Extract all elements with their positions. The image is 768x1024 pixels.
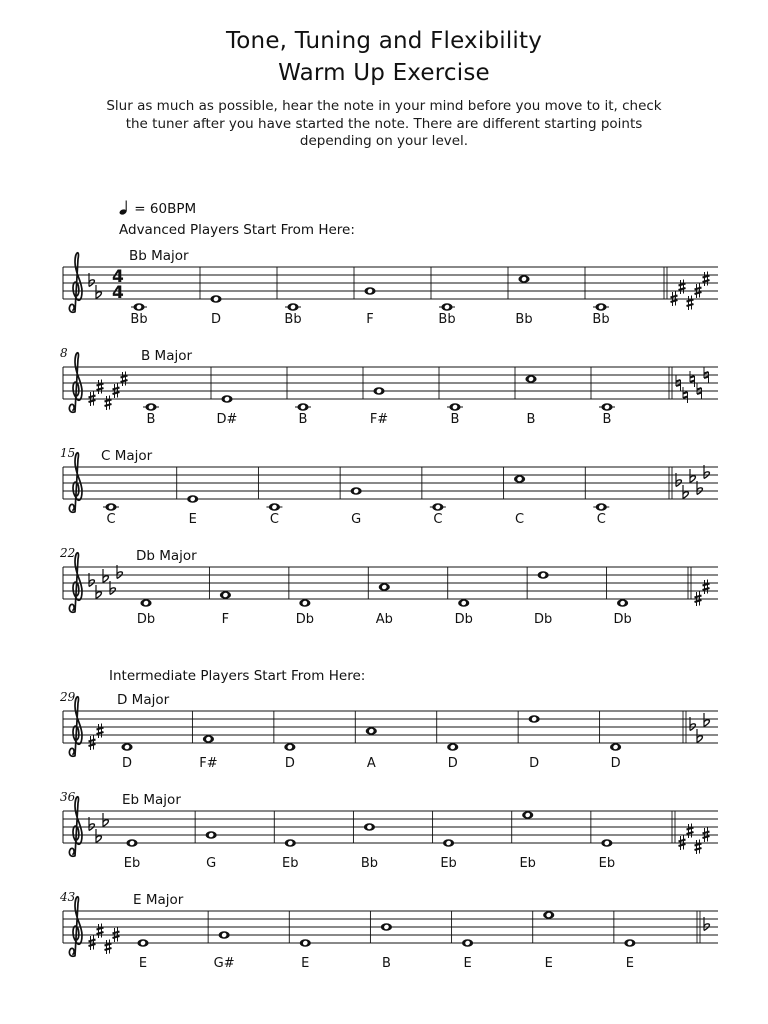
note-name-label: E: [188, 512, 197, 527]
whole-note: [361, 823, 378, 871]
note-name-label: D: [284, 756, 295, 771]
note-name-label: C: [269, 512, 279, 527]
whole-note: [366, 727, 377, 771]
note-name-label: D: [610, 756, 621, 771]
note-name-label: Eb: [440, 856, 457, 871]
whole-note: [599, 403, 615, 427]
treble-clef-icon: [69, 897, 82, 957]
svg-text:4: 4: [112, 267, 124, 287]
whole-note: [599, 839, 615, 871]
note-name-label: C: [106, 512, 116, 527]
whole-note: [624, 939, 635, 971]
note-name-label: G#: [213, 956, 235, 971]
measure-number: 43: [60, 890, 76, 904]
whole-note: [376, 583, 393, 627]
scale-name-label: Db Major: [136, 548, 197, 564]
courtesy-key-flat-icon: [690, 469, 695, 483]
staff-system: [60, 346, 718, 427]
note-name-label: Bb: [284, 312, 302, 327]
scale-name-label: Bb Major: [129, 248, 189, 264]
staff-system: [63, 248, 718, 327]
note-name-label: B: [450, 412, 460, 427]
staff-system: [59, 546, 718, 627]
whole-note: [370, 387, 388, 427]
treble-clef-icon: [69, 453, 82, 513]
note-name-label: Db: [295, 612, 314, 627]
whole-note: [430, 503, 446, 527]
whole-note: [351, 487, 362, 527]
tempo-text: = 60BPM: [134, 201, 197, 217]
staff-system: [60, 446, 718, 527]
note-name-label: C: [596, 512, 606, 527]
key-signature-sharp-icon: [97, 724, 104, 739]
note-name-label: G: [351, 512, 362, 527]
note-name-label: D#: [216, 412, 238, 427]
page-title-line-1: Tone, Tuning and Flexibility: [225, 28, 543, 54]
note-name-label: Eb: [519, 856, 536, 871]
key-signature-sharp-icon: [105, 940, 112, 955]
key-signature-flat-icon: [96, 829, 101, 843]
note-name-label: Ab: [375, 612, 393, 627]
whole-note: [462, 939, 473, 971]
note-name-label: C: [515, 512, 525, 527]
note-name-label: D: [529, 756, 540, 771]
whole-note: [103, 503, 119, 527]
note-name-label: Db: [454, 612, 473, 627]
whole-note: [214, 931, 235, 971]
note-name-label: E: [625, 956, 634, 971]
scale-name-label: C Major: [101, 448, 153, 464]
whole-note: [381, 923, 392, 971]
treble-clef-icon: [69, 353, 82, 413]
whole-note: [137, 939, 148, 971]
whole-note: [447, 743, 458, 771]
note-name-label: Bb: [515, 312, 533, 327]
whole-note: [284, 303, 301, 327]
svg-text:4: 4: [112, 283, 124, 303]
whole-note: [519, 811, 535, 871]
note-name-label: F#: [199, 756, 218, 771]
note-name-label: D: [210, 312, 222, 327]
key-signature-flat-icon: [103, 813, 108, 827]
whole-note: [266, 503, 282, 527]
whole-note: [296, 599, 314, 627]
whole-note: [187, 495, 198, 527]
courtesy-key-sharp-icon: [703, 272, 710, 287]
note-name-label: B: [602, 412, 612, 427]
note-name-label: B: [526, 412, 536, 427]
treble-clef-icon: [69, 697, 82, 757]
note-name-label: E: [463, 956, 472, 971]
staff-system: [60, 790, 718, 871]
note-name-label: Db: [136, 612, 156, 627]
whole-note: [610, 743, 621, 771]
time-signature: [112, 267, 124, 303]
note-name-label: Eb: [123, 856, 141, 871]
note-name-label: B: [146, 412, 156, 427]
note-name-label: D: [447, 756, 458, 771]
instructions-text: Slur as much as possible, hear the note in your mind before you move to it, check the tuner after you have started the note. There are different starting points depending on your level.: [106, 98, 662, 149]
key-signature-flat-icon: [96, 585, 101, 599]
note-name-label: Db: [613, 612, 632, 627]
note-name-label: Eb: [598, 856, 616, 871]
note-name-label: D: [121, 756, 133, 771]
whole-note: [143, 403, 159, 427]
whole-note: [440, 839, 456, 871]
courtesy-key-sharp-icon: [695, 840, 702, 855]
courtesy-key-sharp-icon: [703, 580, 710, 595]
key-signature-sharp-icon: [105, 396, 112, 411]
staff-system: [59, 690, 718, 771]
whole-note: [206, 831, 217, 871]
whole-note: [593, 503, 609, 527]
note-name-label: F: [221, 612, 230, 627]
whole-note: [543, 911, 554, 971]
note-name-label: Bb: [360, 856, 379, 871]
intermediate-level-label: Intermediate Players Start From Here:: [109, 668, 366, 684]
staff-system: [59, 890, 718, 971]
scale-name-label: E Major: [133, 892, 184, 908]
page-title-line-2: Warm Up Exercise: [278, 60, 490, 86]
scale-name-label: B Major: [141, 348, 193, 364]
scale-name-label: D Major: [117, 692, 170, 708]
whole-note: [592, 303, 609, 327]
treble-clef-icon: [69, 797, 82, 857]
whole-note: [284, 743, 295, 771]
key-signature-flat-icon: [96, 285, 101, 299]
whole-note: [137, 599, 155, 627]
whole-note: [455, 599, 473, 627]
whole-note: [121, 743, 132, 771]
note-name-label: B: [381, 956, 391, 971]
whole-note: [199, 735, 217, 771]
advanced-level-label: Advanced Players Start From Here:: [119, 222, 355, 238]
whole-note: [295, 403, 311, 427]
whole-note: [210, 295, 221, 327]
treble-clef-icon: [69, 253, 82, 313]
note-name-label: B: [298, 412, 308, 427]
whole-note: [364, 287, 375, 327]
note-name-label: Bb: [592, 312, 610, 327]
whole-note: [217, 395, 238, 427]
note-name-label: Db: [534, 612, 553, 627]
note-name-label: E: [544, 956, 553, 971]
whole-note: [282, 839, 298, 871]
measure-number: 36: [60, 790, 76, 804]
whole-note: [447, 403, 463, 427]
key-signature-sharp-icon: [97, 924, 104, 939]
key-signature-sharp-icon: [121, 372, 128, 387]
scale-name-label: Eb Major: [122, 792, 181, 808]
measure-number: 8: [60, 346, 68, 360]
note-name-label: E: [138, 956, 148, 971]
note-name-label: E: [301, 956, 310, 971]
courtesy-key-sharp-icon: [687, 824, 694, 839]
courtesy-key-sharp-icon: [679, 280, 686, 295]
note-name-label: G: [206, 856, 217, 871]
note-name-label: Bb: [438, 312, 456, 327]
whole-note: [124, 839, 140, 871]
note-name-label: C: [433, 512, 443, 527]
whole-note: [130, 303, 147, 327]
treble-clef-icon: [69, 553, 82, 613]
courtesy-key-flat-icon: [697, 729, 702, 743]
courtesy-key-flat-icon: [704, 713, 709, 727]
note-name-label: A: [366, 756, 376, 771]
note-name-label: Eb: [282, 856, 299, 871]
courtesy-key-sharp-icon: [687, 296, 694, 311]
whole-note: [613, 599, 631, 627]
whole-note: [438, 303, 455, 327]
courtesy-key-natural-icon: [683, 387, 688, 403]
note-name-label: F: [366, 312, 374, 327]
courtesy-key-flat-icon: [683, 485, 688, 499]
measure-number: 29: [60, 690, 76, 704]
note-name-label: Bb: [130, 312, 148, 327]
key-signature-sharp-icon: [97, 380, 104, 395]
measure-number: 22: [60, 546, 76, 560]
whole-note: [220, 591, 231, 627]
note-name-label: F#: [369, 412, 389, 427]
courtesy-key-natural-icon: [690, 371, 695, 387]
whole-note: [300, 939, 311, 971]
key-signature-flat-icon: [103, 569, 108, 583]
measure-number: 15: [60, 446, 76, 460]
